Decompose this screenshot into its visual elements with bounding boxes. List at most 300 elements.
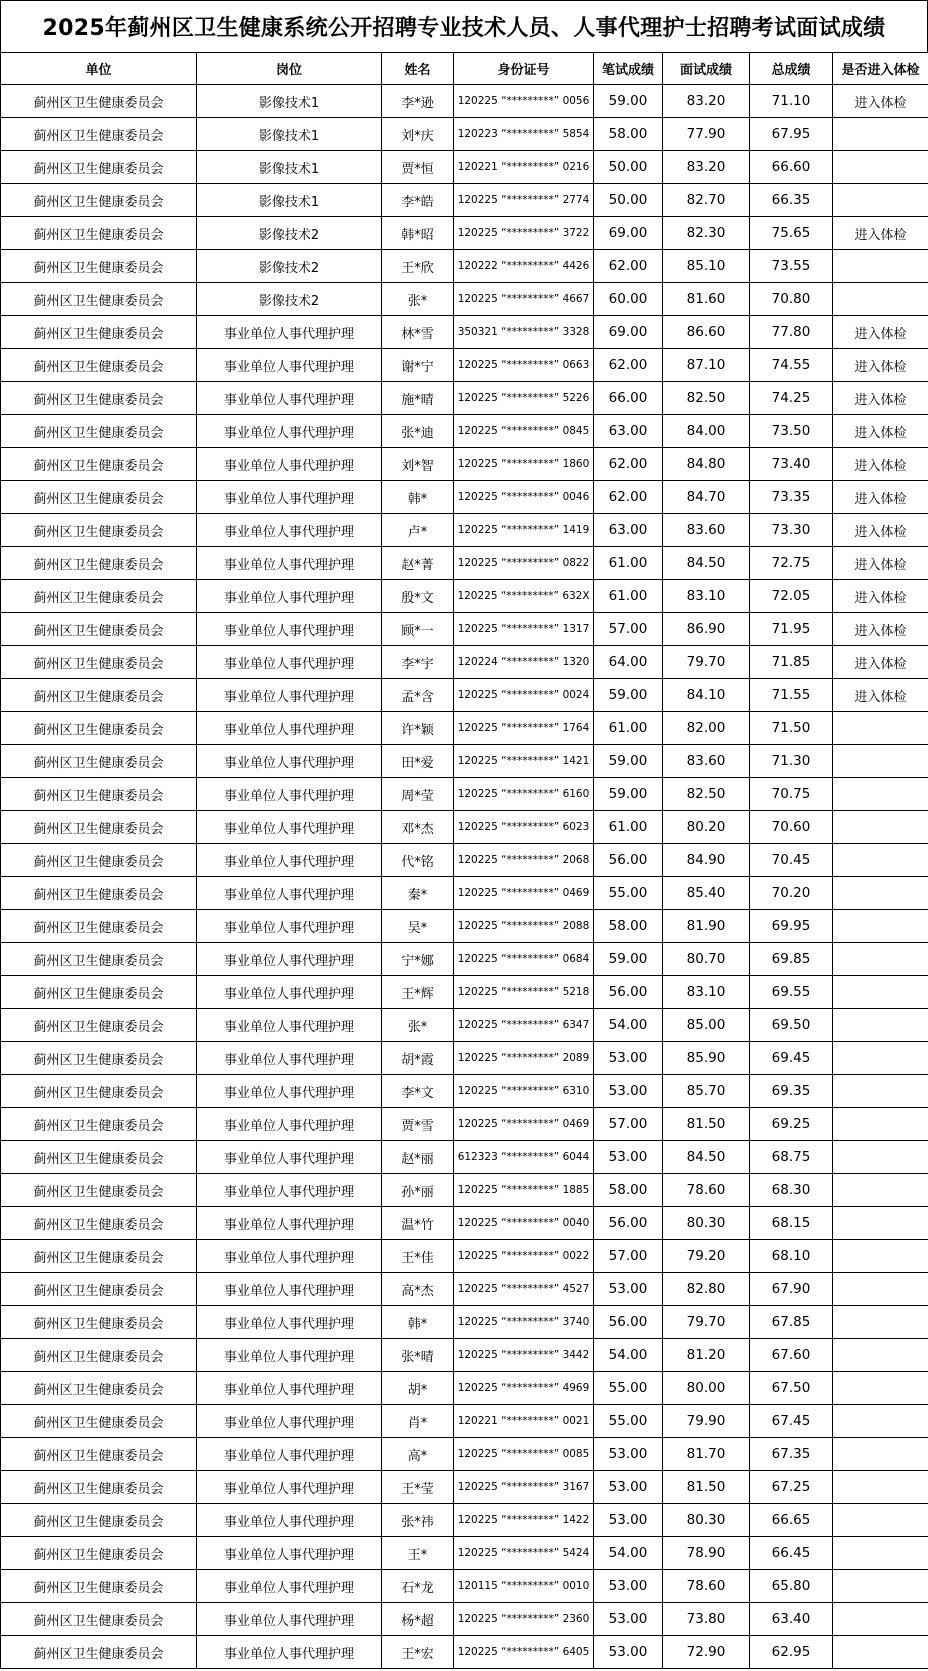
cell-total-score: 69.55 [750,976,833,1009]
cell-total-score: 69.50 [750,1009,833,1042]
cell-name: 张*晴 [382,1339,454,1372]
cell-id-number: 120225 “*********” 0845 [454,415,594,448]
cell-name: 李*逊 [382,85,454,118]
cell-total-score: 67.50 [750,1372,833,1405]
cell-total-score: 77.80 [750,316,833,349]
cell-unit: 蓟州区卫生健康委员会 [1,1075,197,1108]
cell-position: 事业单位人事代理护理 [197,580,382,613]
cell-physical-exam: 进入体检 [833,547,928,580]
cell-interview-score: 85.40 [663,877,750,910]
cell-unit: 蓟州区卫生健康委员会 [1,1273,197,1306]
cell-unit: 蓟州区卫生健康委员会 [1,1504,197,1537]
cell-physical-exam [833,1306,928,1339]
cell-position: 事业单位人事代理护理 [197,547,382,580]
cell-position: 事业单位人事代理护理 [197,712,382,745]
cell-written-score: 54.00 [594,1537,663,1570]
cell-name: 韩*昭 [382,217,454,250]
cell-total-score: 68.30 [750,1174,833,1207]
cell-unit: 蓟州区卫生健康委员会 [1,1009,197,1042]
cell-interview-score: 77.90 [663,118,750,151]
table-row [1,382,928,415]
cell-unit: 蓟州区卫生健康委员会 [1,580,197,613]
cell-unit: 蓟州区卫生健康委员会 [1,85,197,118]
header-row [1,53,928,85]
cell-written-score: 66.00 [594,382,663,415]
cell-physical-exam [833,1273,928,1306]
cell-physical-exam [833,910,928,943]
table-row [1,943,928,976]
cell-physical-exam [833,1372,928,1405]
cell-id-number: 120225 “*********” 2068 [454,844,594,877]
cell-interview-score: 78.60 [663,1174,750,1207]
cell-physical-exam [833,151,928,184]
cell-unit: 蓟州区卫生健康委员会 [1,1603,197,1636]
cell-physical-exam [833,877,928,910]
cell-id-number: 120225 “*********” 0022 [454,1240,594,1273]
cell-id-number: 120225 “*********” 0663 [454,349,594,382]
cell-name: 赵*菁 [382,547,454,580]
cell-unit: 蓟州区卫生健康委员会 [1,481,197,514]
cell-total-score: 72.75 [750,547,833,580]
cell-physical-exam [833,184,928,217]
cell-written-score: 61.00 [594,580,663,613]
cell-position: 影像技术2 [197,217,382,250]
cell-interview-score: 79.20 [663,1240,750,1273]
table-row [1,910,928,943]
cell-total-score: 71.30 [750,745,833,778]
cell-name: 张*迪 [382,415,454,448]
cell-physical-exam [833,1405,928,1438]
cell-id-number: 120225 “*********” 6310 [454,1075,594,1108]
cell-written-score: 55.00 [594,1372,663,1405]
cell-position: 影像技术1 [197,151,382,184]
cell-total-score: 69.95 [750,910,833,943]
cell-id-number: 120225 “*********” 0469 [454,877,594,910]
table-row [1,217,928,250]
cell-position: 事业单位人事代理护理 [197,1372,382,1405]
cell-id-number: 120225 “*********” 0684 [454,943,594,976]
cell-interview-score: 81.60 [663,283,750,316]
cell-written-score: 56.00 [594,844,663,877]
cell-id-number: 120224 “*********” 1320 [454,646,594,679]
cell-written-score: 54.00 [594,1009,663,1042]
cell-name: 殷*文 [382,580,454,613]
table-row [1,1009,928,1042]
cell-physical-exam: 进入体检 [833,415,928,448]
cell-physical-exam [833,1504,928,1537]
cell-physical-exam [833,943,928,976]
cell-written-score: 58.00 [594,1174,663,1207]
cell-physical-exam: 进入体检 [833,349,928,382]
table-row [1,1108,928,1141]
cell-name: 宁*娜 [382,943,454,976]
cell-total-score: 66.35 [750,184,833,217]
cell-interview-score: 86.60 [663,316,750,349]
cell-written-score: 58.00 [594,118,663,151]
cell-physical-exam [833,1603,928,1636]
cell-physical-exam [833,1207,928,1240]
cell-total-score: 68.15 [750,1207,833,1240]
cell-interview-score: 84.10 [663,679,750,712]
cell-unit: 蓟州区卫生健康委员会 [1,1042,197,1075]
cell-written-score: 62.00 [594,481,663,514]
cell-physical-exam [833,1108,928,1141]
cell-position: 影像技术1 [197,184,382,217]
cell-id-number: 120225 “*********” 5424 [454,1537,594,1570]
cell-interview-score: 82.50 [663,778,750,811]
cell-name: 胡* [382,1372,454,1405]
cell-physical-exam: 进入体检 [833,580,928,613]
cell-id-number: 120225 “*********” 0056 [454,85,594,118]
cell-unit: 蓟州区卫生健康委员会 [1,184,197,217]
cell-name: 高*杰 [382,1273,454,1306]
cell-physical-exam [833,1174,928,1207]
cell-physical-exam: 进入体检 [833,382,928,415]
cell-interview-score: 84.90 [663,844,750,877]
cell-id-number: 120225 “*********” 1317 [454,613,594,646]
cell-position: 事业单位人事代理护理 [197,316,382,349]
cell-position: 事业单位人事代理护理 [197,844,382,877]
cell-name: 赵*丽 [382,1141,454,1174]
cell-total-score: 69.35 [750,1075,833,1108]
cell-name: 张*祎 [382,1504,454,1537]
table-row [1,1306,928,1339]
cell-physical-exam: 进入体检 [833,481,928,514]
table-row [1,283,928,316]
header-interview-score: 面试成绩 [663,53,750,85]
cell-position: 事业单位人事代理护理 [197,382,382,415]
table-row [1,844,928,877]
cell-written-score: 61.00 [594,811,663,844]
document-title: 2025年蓟州区卫生健康系统公开招聘专业技术人员、人事代理护士招聘考试面试成绩 [0,0,928,52]
cell-unit: 蓟州区卫生健康委员会 [1,1636,197,1669]
cell-written-score: 58.00 [594,910,663,943]
cell-id-number: 120225 “*********” 2360 [454,1603,594,1636]
table-row [1,1504,928,1537]
cell-interview-score: 81.70 [663,1438,750,1471]
cell-unit: 蓟州区卫生健康委员会 [1,613,197,646]
cell-position: 事业单位人事代理护理 [197,877,382,910]
cell-total-score: 73.55 [750,250,833,283]
cell-id-number: 120225 “*********” 1764 [454,712,594,745]
cell-position: 事业单位人事代理护理 [197,1174,382,1207]
cell-total-score: 70.60 [750,811,833,844]
cell-physical-exam: 进入体检 [833,217,928,250]
cell-id-number: 120225 “*********” 1419 [454,514,594,547]
table-row [1,1636,928,1669]
cell-name: 王*辉 [382,976,454,1009]
cell-interview-score: 83.60 [663,514,750,547]
cell-interview-score: 85.70 [663,1075,750,1108]
cell-physical-exam: 进入体检 [833,316,928,349]
cell-physical-exam [833,1636,928,1669]
cell-position: 事业单位人事代理护理 [197,679,382,712]
results-table [0,52,928,1669]
cell-total-score: 71.55 [750,679,833,712]
table-row [1,118,928,151]
table-row [1,1372,928,1405]
cell-total-score: 73.35 [750,481,833,514]
table-row [1,481,928,514]
cell-interview-score: 84.50 [663,1141,750,1174]
cell-total-score: 63.40 [750,1603,833,1636]
cell-name: 周*莹 [382,778,454,811]
cell-written-score: 53.00 [594,1603,663,1636]
cell-written-score: 50.00 [594,184,663,217]
table-row [1,1141,928,1174]
table-row [1,1207,928,1240]
table-row [1,250,928,283]
cell-physical-exam [833,844,928,877]
cell-id-number: 120225 “*********” 0469 [454,1108,594,1141]
cell-id-number: 120225 “*********” 4527 [454,1273,594,1306]
cell-total-score: 68.10 [750,1240,833,1273]
cell-unit: 蓟州区卫生健康委员会 [1,448,197,481]
cell-position: 事业单位人事代理护理 [197,811,382,844]
cell-name: 许*颖 [382,712,454,745]
cell-interview-score: 83.60 [663,745,750,778]
cell-name: 王*欣 [382,250,454,283]
cell-physical-exam [833,1075,928,1108]
cell-name: 王*佳 [382,1240,454,1273]
cell-total-score: 71.50 [750,712,833,745]
table-row [1,415,928,448]
table-row [1,976,928,1009]
table-row [1,679,928,712]
cell-position: 事业单位人事代理护理 [197,943,382,976]
cell-total-score: 73.40 [750,448,833,481]
cell-id-number: 120222 “*********” 4426 [454,250,594,283]
cell-position: 事业单位人事代理护理 [197,1207,382,1240]
cell-total-score: 74.55 [750,349,833,382]
cell-unit: 蓟州区卫生健康委员会 [1,217,197,250]
cell-unit: 蓟州区卫生健康委员会 [1,250,197,283]
cell-physical-exam: 进入体检 [833,679,928,712]
cell-unit: 蓟州区卫生健康委员会 [1,349,197,382]
cell-id-number: 120225 “*********” 1885 [454,1174,594,1207]
cell-interview-score: 80.30 [663,1207,750,1240]
cell-name: 温*竹 [382,1207,454,1240]
cell-total-score: 67.25 [750,1471,833,1504]
cell-position: 影像技术2 [197,250,382,283]
cell-interview-score: 83.10 [663,976,750,1009]
cell-written-score: 59.00 [594,745,663,778]
cell-name: 谢*宁 [382,349,454,382]
cell-written-score: 61.00 [594,712,663,745]
cell-id-number: 120225 “*********” 0822 [454,547,594,580]
cell-total-score: 67.35 [750,1438,833,1471]
cell-position: 事业单位人事代理护理 [197,1570,382,1603]
cell-position: 事业单位人事代理护理 [197,976,382,1009]
cell-position: 影像技术1 [197,118,382,151]
cell-position: 影像技术2 [197,283,382,316]
cell-position: 事业单位人事代理护理 [197,415,382,448]
cell-position: 事业单位人事代理护理 [197,1240,382,1273]
cell-unit: 蓟州区卫生健康委员会 [1,811,197,844]
cell-total-score: 66.65 [750,1504,833,1537]
cell-id-number: 120223 “*********” 5854 [454,118,594,151]
cell-unit: 蓟州区卫生健康委员会 [1,415,197,448]
cell-name: 肖* [382,1405,454,1438]
cell-id-number: 120225 “*********” 6347 [454,1009,594,1042]
cell-written-score: 56.00 [594,1306,663,1339]
cell-interview-score: 73.80 [663,1603,750,1636]
cell-id-number: 120225 “*********” 0046 [454,481,594,514]
cell-unit: 蓟州区卫生健康委员会 [1,283,197,316]
table-row [1,1603,928,1636]
table-row [1,1405,928,1438]
table-row [1,85,928,118]
table-row [1,646,928,679]
cell-id-number: 120225 “*********” 4667 [454,283,594,316]
cell-name: 刘*庆 [382,118,454,151]
cell-id-number: 120225 “*********” 3722 [454,217,594,250]
cell-physical-exam [833,811,928,844]
cell-unit: 蓟州区卫生健康委员会 [1,1339,197,1372]
cell-interview-score: 80.00 [663,1372,750,1405]
header-total-score: 总成绩 [750,53,833,85]
cell-position: 事业单位人事代理护理 [197,1075,382,1108]
table-row [1,349,928,382]
cell-name: 刘*智 [382,448,454,481]
cell-physical-exam [833,250,928,283]
cell-physical-exam [833,1042,928,1075]
cell-position: 事业单位人事代理护理 [197,778,382,811]
cell-name: 孟*含 [382,679,454,712]
cell-total-score: 70.20 [750,877,833,910]
cell-position: 事业单位人事代理护理 [197,448,382,481]
cell-written-score: 69.00 [594,316,663,349]
cell-name: 林*雪 [382,316,454,349]
cell-name: 高* [382,1438,454,1471]
cell-written-score: 63.00 [594,415,663,448]
cell-unit: 蓟州区卫生健康委员会 [1,679,197,712]
cell-physical-exam [833,1009,928,1042]
cell-written-score: 69.00 [594,217,663,250]
cell-id-number: 120225 “*********” 1860 [454,448,594,481]
cell-id-number: 120225 “*********” 0085 [454,1438,594,1471]
table-row [1,1537,928,1570]
cell-position: 事业单位人事代理护理 [197,1009,382,1042]
table-row [1,1273,928,1306]
cell-position: 事业单位人事代理护理 [197,1537,382,1570]
cell-written-score: 60.00 [594,283,663,316]
cell-id-number: 120225 “*********” 2089 [454,1042,594,1075]
cell-interview-score: 83.10 [663,580,750,613]
cell-total-score: 70.45 [750,844,833,877]
cell-total-score: 67.45 [750,1405,833,1438]
cell-position: 事业单位人事代理护理 [197,1339,382,1372]
cell-name: 李*文 [382,1075,454,1108]
cell-written-score: 53.00 [594,1504,663,1537]
cell-position: 事业单位人事代理护理 [197,514,382,547]
cell-id-number: 120225 “*********” 2088 [454,910,594,943]
cell-position: 事业单位人事代理护理 [197,1273,382,1306]
cell-name: 石*龙 [382,1570,454,1603]
cell-total-score: 67.60 [750,1339,833,1372]
cell-interview-score: 80.30 [663,1504,750,1537]
table-row [1,1174,928,1207]
cell-total-score: 67.95 [750,118,833,151]
cell-written-score: 53.00 [594,1570,663,1603]
cell-interview-score: 81.50 [663,1471,750,1504]
cell-interview-score: 84.80 [663,448,750,481]
cell-interview-score: 87.10 [663,349,750,382]
cell-unit: 蓟州区卫生健康委员会 [1,1240,197,1273]
cell-total-score: 71.95 [750,613,833,646]
cell-total-score: 73.50 [750,415,833,448]
cell-unit: 蓟州区卫生健康委员会 [1,382,197,415]
table-row [1,1075,928,1108]
cell-written-score: 56.00 [594,976,663,1009]
cell-name: 李*宇 [382,646,454,679]
cell-name: 贾*雪 [382,1108,454,1141]
cell-physical-exam: 进入体检 [833,613,928,646]
cell-physical-exam [833,1438,928,1471]
cell-unit: 蓟州区卫生健康委员会 [1,118,197,151]
cell-id-number: 120225 “*********” 3442 [454,1339,594,1372]
cell-id-number: 120225 “*********” 1422 [454,1504,594,1537]
cell-total-score: 62.95 [750,1636,833,1669]
cell-written-score: 61.00 [594,547,663,580]
cell-interview-score: 78.60 [663,1570,750,1603]
cell-interview-score: 83.20 [663,151,750,184]
cell-written-score: 50.00 [594,151,663,184]
cell-total-score: 70.75 [750,778,833,811]
cell-interview-score: 78.90 [663,1537,750,1570]
cell-interview-score: 72.90 [663,1636,750,1669]
cell-written-score: 54.00 [594,1339,663,1372]
cell-interview-score: 86.90 [663,613,750,646]
cell-written-score: 53.00 [594,1438,663,1471]
cell-name: 顾*一 [382,613,454,646]
cell-physical-exam [833,1339,928,1372]
cell-id-number: 350321 “*********” 3328 [454,316,594,349]
cell-position: 影像技术1 [197,85,382,118]
table-row [1,1042,928,1075]
cell-name: 张* [382,283,454,316]
cell-position: 事业单位人事代理护理 [197,1603,382,1636]
cell-interview-score: 79.70 [663,646,750,679]
cell-total-score: 69.45 [750,1042,833,1075]
table-row [1,1438,928,1471]
cell-position: 事业单位人事代理护理 [197,1636,382,1669]
cell-unit: 蓟州区卫生健康委员会 [1,1372,197,1405]
cell-written-score: 53.00 [594,1042,663,1075]
cell-written-score: 62.00 [594,448,663,481]
header-name: 姓名 [382,53,454,85]
cell-written-score: 55.00 [594,1405,663,1438]
cell-unit: 蓟州区卫生健康委员会 [1,1438,197,1471]
cell-total-score: 75.65 [750,217,833,250]
cell-unit: 蓟州区卫生健康委员会 [1,1471,197,1504]
cell-unit: 蓟州区卫生健康委员会 [1,1537,197,1570]
cell-name: 韩* [382,1306,454,1339]
cell-written-score: 53.00 [594,1141,663,1174]
cell-physical-exam [833,1537,928,1570]
cell-written-score: 53.00 [594,1273,663,1306]
cell-position: 事业单位人事代理护理 [197,613,382,646]
cell-physical-exam: 进入体检 [833,85,928,118]
cell-total-score: 70.80 [750,283,833,316]
cell-written-score: 59.00 [594,778,663,811]
cell-position: 事业单位人事代理护理 [197,745,382,778]
cell-id-number: 120115 “*********” 0010 [454,1570,594,1603]
cell-interview-score: 79.70 [663,1306,750,1339]
cell-interview-score: 81.20 [663,1339,750,1372]
table-row [1,580,928,613]
cell-written-score: 53.00 [594,1075,663,1108]
